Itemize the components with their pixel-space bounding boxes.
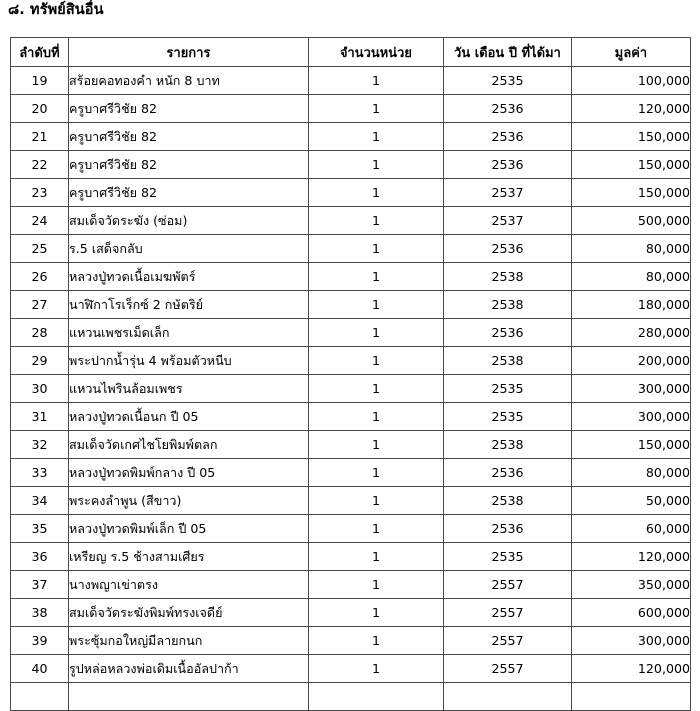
cell-value-amount: 120,000 bbox=[572, 655, 691, 683]
cell-row-number: 24 bbox=[11, 207, 69, 235]
cell-quantity: 1 bbox=[309, 235, 444, 263]
column-header-item: รายการ bbox=[69, 38, 309, 67]
table-row bbox=[11, 263, 691, 291]
cell-row-number: 31 bbox=[11, 403, 69, 431]
column-header-quantity: จำนวนหน่วย bbox=[309, 38, 444, 67]
cell-quantity: 1 bbox=[309, 207, 444, 235]
table-header bbox=[11, 38, 691, 67]
table-row bbox=[11, 403, 691, 431]
cell-row-number: 21 bbox=[11, 123, 69, 151]
assets-table-container bbox=[10, 37, 690, 711]
table-row bbox=[11, 319, 691, 347]
table-row bbox=[11, 431, 691, 459]
cell-value-amount: 120,000 bbox=[572, 95, 691, 123]
cell-row-number: 38 bbox=[11, 599, 69, 627]
table-row bbox=[11, 95, 691, 123]
table-row bbox=[11, 207, 691, 235]
cell-acquired-date: 2536 bbox=[444, 151, 572, 179]
cell-item-name: หลวงปู่ทวดพิมพ์เล็ก ปี 05 bbox=[69, 515, 309, 543]
cell-acquired-date: 2536 bbox=[444, 319, 572, 347]
assets-table bbox=[10, 37, 691, 711]
cell-row-number: 28 bbox=[11, 319, 69, 347]
cell-item-name: ครูบาศรีวิชัย 82 bbox=[69, 151, 309, 179]
cell-item-name: ครูบาศรีวิชัย 82 bbox=[69, 179, 309, 207]
cell-value-amount: 80,000 bbox=[572, 235, 691, 263]
cell-row-number: 36 bbox=[11, 543, 69, 571]
cell-item-name: แหวนเพชรเม็ดเล็ก bbox=[69, 319, 309, 347]
table-row bbox=[11, 487, 691, 515]
cell-row-number: 35 bbox=[11, 515, 69, 543]
cell-value-amount: 350,000 bbox=[572, 571, 691, 599]
cell-quantity: 1 bbox=[309, 95, 444, 123]
cell-clipped bbox=[69, 683, 309, 711]
column-header-date: วัน เดือน ปี ที่ได้มา bbox=[444, 38, 572, 67]
cell-value-amount: 50,000 bbox=[572, 487, 691, 515]
cell-row-number: 22 bbox=[11, 151, 69, 179]
cell-row-number: 26 bbox=[11, 263, 69, 291]
cell-quantity: 1 bbox=[309, 655, 444, 683]
cell-acquired-date: 2557 bbox=[444, 571, 572, 599]
cell-item-name: สมเด็จวัดระฆัง (ซ่อม) bbox=[69, 207, 309, 235]
cell-quantity: 1 bbox=[309, 487, 444, 515]
table-row bbox=[11, 655, 691, 683]
table-row-clipped bbox=[11, 683, 691, 711]
cell-item-name: สมเด็จวัดระฆังพิมพ์ทรงเจดีย์ bbox=[69, 599, 309, 627]
cell-item-name: พระปากน้ำรุ่น 4 พร้อมตัวหนีบ bbox=[69, 347, 309, 375]
cell-item-name: นาฬิกาโรเร็กซ์ 2 กษัตริย์ bbox=[69, 291, 309, 319]
table-row bbox=[11, 571, 691, 599]
cell-item-name: พระคงลำพูน (สีขาว) bbox=[69, 487, 309, 515]
cell-value-amount: 300,000 bbox=[572, 403, 691, 431]
cell-value-amount: 150,000 bbox=[572, 179, 691, 207]
cell-row-number: 33 bbox=[11, 459, 69, 487]
table-row bbox=[11, 627, 691, 655]
cell-row-number: 27 bbox=[11, 291, 69, 319]
cell-quantity: 1 bbox=[309, 319, 444, 347]
cell-quantity: 1 bbox=[309, 375, 444, 403]
cell-row-number: 19 bbox=[11, 67, 69, 95]
cell-quantity: 1 bbox=[309, 543, 444, 571]
cell-value-amount: 600,000 bbox=[572, 599, 691, 627]
cell-quantity: 1 bbox=[309, 431, 444, 459]
cell-acquired-date: 2535 bbox=[444, 543, 572, 571]
table-row bbox=[11, 599, 691, 627]
table-row bbox=[11, 291, 691, 319]
cell-value-amount: 60,000 bbox=[572, 515, 691, 543]
cell-item-name: หลวงปู่ทวดพิมพ์กลาง ปี 05 bbox=[69, 459, 309, 487]
cell-quantity: 1 bbox=[309, 347, 444, 375]
cell-quantity: 1 bbox=[309, 571, 444, 599]
cell-value-amount: 150,000 bbox=[572, 431, 691, 459]
cell-value-amount: 180,000 bbox=[572, 291, 691, 319]
cell-value-amount: 150,000 bbox=[572, 151, 691, 179]
table-row bbox=[11, 235, 691, 263]
cell-acquired-date: 2536 bbox=[444, 459, 572, 487]
cell-item-name: สร้อยคอทองคำ หนัก 8 บาท bbox=[69, 67, 309, 95]
cell-quantity: 1 bbox=[309, 67, 444, 95]
table-row bbox=[11, 459, 691, 487]
cell-value-amount: 300,000 bbox=[572, 375, 691, 403]
cell-item-name: สมเด็จวัดเกศไชโยพิมพ์ตลก bbox=[69, 431, 309, 459]
table-row bbox=[11, 179, 691, 207]
cell-acquired-date: 2538 bbox=[444, 263, 572, 291]
cell-acquired-date: 2536 bbox=[444, 95, 572, 123]
cell-quantity: 1 bbox=[309, 459, 444, 487]
cell-row-number: 34 bbox=[11, 487, 69, 515]
cell-item-name: หลวงปู่ทวดเนื้อเมฆพัตร์ bbox=[69, 263, 309, 291]
cell-row-number: 20 bbox=[11, 95, 69, 123]
cell-quantity: 1 bbox=[309, 291, 444, 319]
cell-row-number: 25 bbox=[11, 235, 69, 263]
page-title: ๘. ทรัพย์สินอื่น bbox=[8, 2, 104, 18]
cell-item-name: เหรียญ ร.5 ช้างสามเศียร bbox=[69, 543, 309, 571]
cell-quantity: 1 bbox=[309, 599, 444, 627]
cell-item-name: ร.5 เสด็จกลับ bbox=[69, 235, 309, 263]
cell-item-name: รูปหล่อหลวงพ่อเดิมเนื้ออัลปาก้า bbox=[69, 655, 309, 683]
cell-value-amount: 280,000 bbox=[572, 319, 691, 347]
cell-acquired-date: 2535 bbox=[444, 375, 572, 403]
cell-value-amount: 100,000 bbox=[572, 67, 691, 95]
table-row bbox=[11, 515, 691, 543]
table-body bbox=[11, 67, 691, 711]
cell-value-amount: 150,000 bbox=[572, 123, 691, 151]
cell-acquired-date: 2538 bbox=[444, 431, 572, 459]
cell-item-name: ครูบาศรีวิชัย 82 bbox=[69, 123, 309, 151]
cell-acquired-date: 2536 bbox=[444, 123, 572, 151]
cell-acquired-date: 2557 bbox=[444, 627, 572, 655]
cell-acquired-date: 2537 bbox=[444, 179, 572, 207]
cell-quantity: 1 bbox=[309, 179, 444, 207]
cell-row-number: 30 bbox=[11, 375, 69, 403]
cell-quantity: 1 bbox=[309, 151, 444, 179]
cell-acquired-date: 2538 bbox=[444, 291, 572, 319]
cell-acquired-date: 2557 bbox=[444, 655, 572, 683]
cell-value-amount: 80,000 bbox=[572, 263, 691, 291]
table-row bbox=[11, 375, 691, 403]
column-header-no: ลำดับที่ bbox=[11, 38, 69, 67]
cell-acquired-date: 2537 bbox=[444, 207, 572, 235]
cell-item-name: หลวงปู่ทวดเนื้อนก ปี 05 bbox=[69, 403, 309, 431]
cell-item-name: แหวนไพรินล้อมเพชร bbox=[69, 375, 309, 403]
cell-clipped bbox=[11, 683, 69, 711]
cell-value-amount: 500,000 bbox=[572, 207, 691, 235]
cell-value-amount: 80,000 bbox=[572, 459, 691, 487]
cell-value-amount: 300,000 bbox=[572, 627, 691, 655]
cell-row-number: 23 bbox=[11, 179, 69, 207]
cell-item-name: พระซุ้มกอใหญ่มีลายกนก bbox=[69, 627, 309, 655]
cell-item-name: ครูบาศรีวิชัย 82 bbox=[69, 95, 309, 123]
column-header-value: มูลค่า bbox=[572, 38, 691, 67]
cell-acquired-date: 2538 bbox=[444, 487, 572, 515]
cell-acquired-date: 2538 bbox=[444, 347, 572, 375]
cell-acquired-date: 2557 bbox=[444, 599, 572, 627]
cell-acquired-date: 2535 bbox=[444, 403, 572, 431]
table-row bbox=[11, 151, 691, 179]
cell-acquired-date: 2536 bbox=[444, 235, 572, 263]
table-header-row bbox=[11, 38, 691, 67]
cell-row-number: 37 bbox=[11, 571, 69, 599]
cell-clipped bbox=[444, 683, 572, 711]
table-row bbox=[11, 543, 691, 571]
table-row bbox=[11, 123, 691, 151]
table-row bbox=[11, 67, 691, 95]
cell-quantity: 1 bbox=[309, 123, 444, 151]
cell-clipped bbox=[572, 683, 691, 711]
cell-quantity: 1 bbox=[309, 515, 444, 543]
cell-row-number: 29 bbox=[11, 347, 69, 375]
cell-clipped bbox=[309, 683, 444, 711]
cell-item-name: นางพญาเข่าตรง bbox=[69, 571, 309, 599]
table-row bbox=[11, 347, 691, 375]
cell-value-amount: 200,000 bbox=[572, 347, 691, 375]
cell-acquired-date: 2535 bbox=[444, 67, 572, 95]
cell-value-amount: 120,000 bbox=[572, 543, 691, 571]
cell-acquired-date: 2536 bbox=[444, 515, 572, 543]
cell-row-number: 39 bbox=[11, 627, 69, 655]
cell-quantity: 1 bbox=[309, 403, 444, 431]
cell-quantity: 1 bbox=[309, 627, 444, 655]
cell-row-number: 32 bbox=[11, 431, 69, 459]
cell-row-number: 40 bbox=[11, 655, 69, 683]
cell-quantity: 1 bbox=[309, 263, 444, 291]
